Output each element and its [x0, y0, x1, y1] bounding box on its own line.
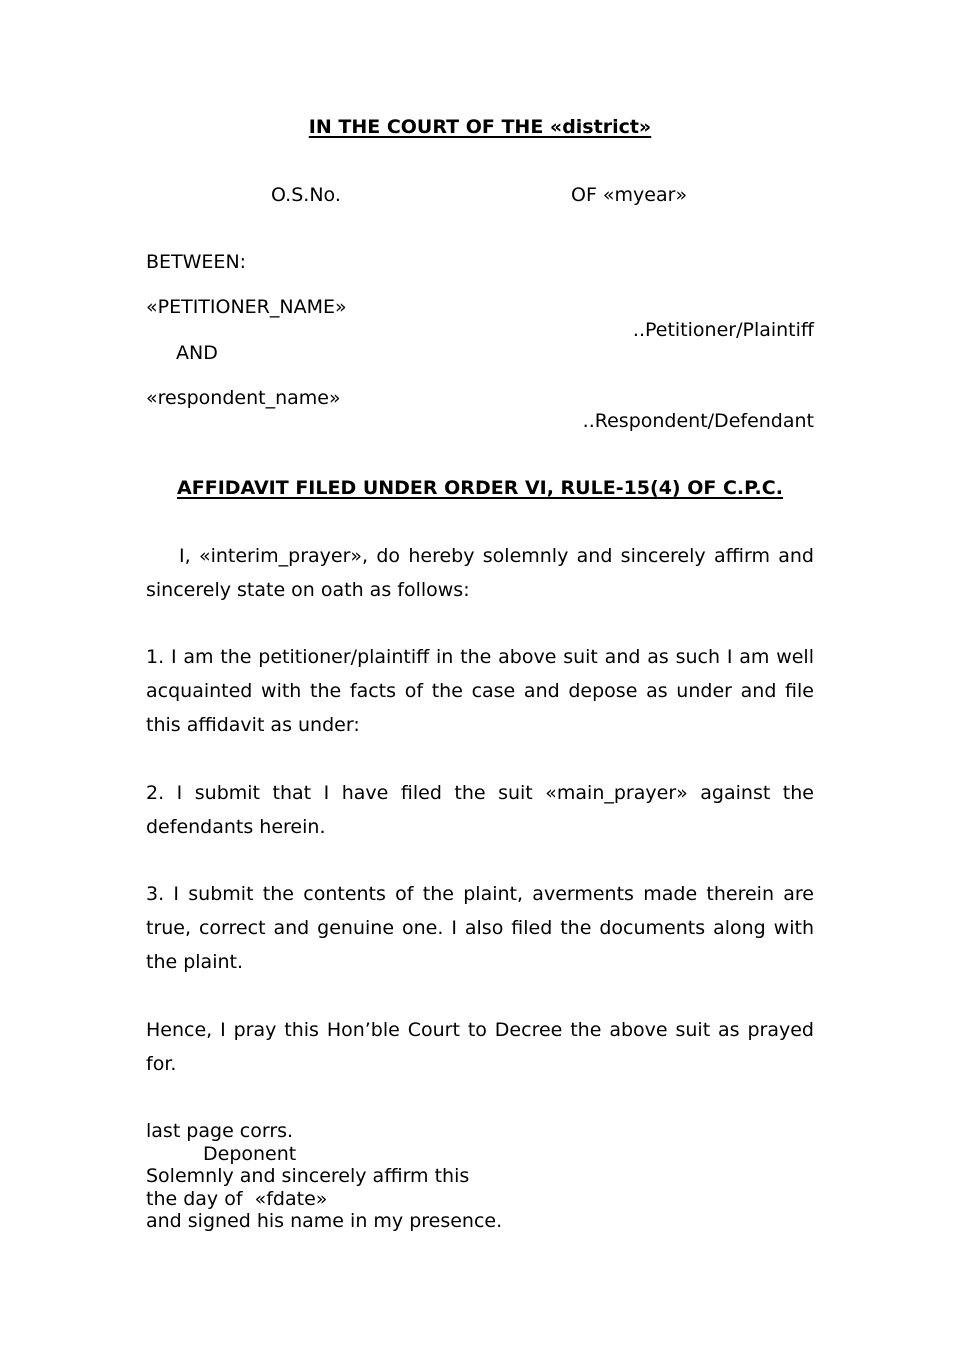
affidavit-intro: I, «interim_prayer», do hereby solemnly and sincerely affirm and sincerely state on oath as follows: [146, 545, 814, 601]
paragraph-2: 2. I submit that I have filed the suit «main_prayer» against the defendants herein. [146, 782, 814, 838]
and-label: AND [176, 342, 218, 364]
affidavit-title: AFFIDAVIT FILED UNDER ORDER VI, RULE-15(4) OF C.P.C. [177, 477, 783, 499]
petitioner-name: «PETITIONER_NAME» [146, 296, 347, 318]
os-number-label: O.S.No. [271, 184, 341, 206]
year-label: OF «myear» [571, 184, 688, 206]
court-title: IN THE COURT OF THE «district» [308, 116, 652, 138]
between-label: BETWEEN: [146, 251, 247, 273]
paragraph-1: 1. I am the petitioner/plaintiff in the above suit and as such I am well acquainted with the facts of the case and depose as under and file this affidavit as under: [146, 646, 814, 736]
respondent-name: «respondent_name» [146, 387, 341, 409]
deponent-label: Deponent [203, 1143, 297, 1165]
respondent-role: ..Respondent/Defendant [582, 410, 814, 432]
date-line: the day of «fdate» [146, 1188, 328, 1210]
affirm-line: Solemnly and sincerely affirm this [146, 1165, 470, 1187]
prayer-paragraph: Hence, I pray this Hon’ble Court to Decree the above suit as prayed for. [146, 1019, 814, 1075]
signature-line: and signed his name in my presence. [146, 1210, 503, 1232]
last-page-note: last page corrs. [146, 1120, 294, 1142]
paragraph-3: 3. I submit the contents of the plaint, averments made therein are true, correct and genuine one. I also filed the documents along with the plaint. [146, 883, 814, 973]
petitioner-role: ..Petitioner/Plaintiff [632, 319, 814, 341]
